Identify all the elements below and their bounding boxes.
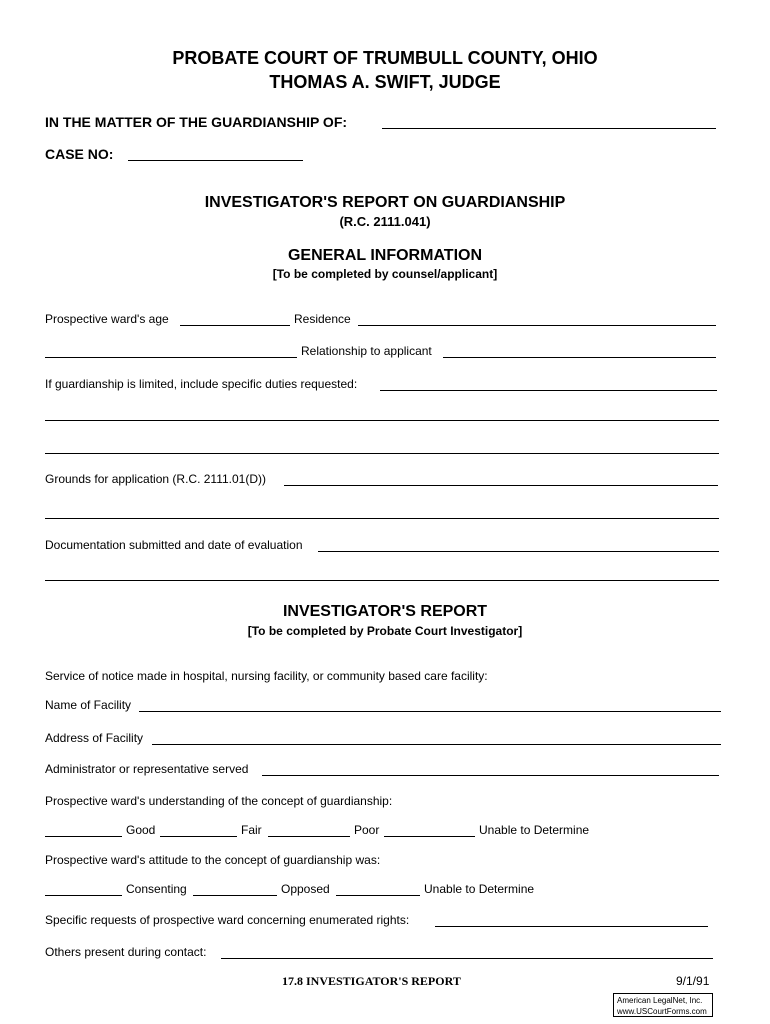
publisher-name: American LegalNet, Inc. — [617, 996, 703, 1005]
form-number-title: 17.8 INVESTIGATOR'S REPORT — [282, 974, 461, 988]
relationship-label: Relationship to applicant — [301, 344, 432, 358]
grounds-label: Grounds for application (R.C. 2111.01(D)) — [45, 472, 266, 486]
others-present-label: Others present during contact: — [45, 945, 207, 959]
others-present-field[interactable] — [221, 958, 713, 959]
limited-duties-line-3[interactable] — [45, 453, 719, 454]
understanding-poor-checkline[interactable] — [268, 836, 350, 837]
ward-age-label: Prospective ward's age — [45, 312, 169, 326]
attitude-unable-checkline[interactable] — [336, 895, 420, 896]
attitude-unable-label: Unable to Determine — [424, 882, 535, 896]
facility-name-label: Name of Facility — [45, 698, 132, 712]
investigator-report-heading: INVESTIGATOR'S REPORT — [282, 603, 488, 620]
general-information-note: [To be completed by counsel/applicant] — [272, 267, 498, 281]
attitude-consenting-checkline[interactable] — [45, 895, 122, 896]
documentation-field[interactable] — [318, 551, 719, 552]
understanding-good-label: Good — [126, 823, 156, 837]
limited-duties-field[interactable] — [380, 390, 717, 391]
case-no-label: CASE NO: — [45, 146, 114, 162]
court-title: PROBATE COURT OF TRUMBULL COUNTY, OHIO — [172, 48, 598, 68]
publisher-stamp — [613, 993, 713, 1017]
understanding-fair-label: Fair — [241, 823, 262, 837]
specific-requests-label: Specific requests of prospective ward concerning enumerated rights: — [45, 913, 410, 927]
form-date: 9/1/91 — [676, 974, 710, 988]
service-of-notice-label: Service of notice made in hospital, nursing facility, or community based care facility: — [45, 669, 488, 683]
investigator-report-note: [To be completed by Probate Court Investigator] — [247, 624, 523, 638]
attitude-opposed-checkline[interactable] — [193, 895, 277, 896]
understanding-good-checkline[interactable] — [45, 836, 122, 837]
applicant-name-field[interactable] — [45, 357, 297, 358]
documentation-line-2[interactable] — [45, 580, 719, 581]
attitude-consenting-label: Consenting — [126, 882, 187, 896]
residence-field[interactable] — [358, 325, 716, 326]
guardianship-of-field[interactable] — [382, 128, 716, 129]
understanding-fair-checkline[interactable] — [160, 836, 237, 837]
understanding-label: Prospective ward's understanding of the concept of guardianship: — [45, 794, 393, 808]
limited-duties-label: If guardianship is limited, include specific duties requested: — [45, 377, 358, 391]
general-information-heading: GENERAL INFORMATION — [287, 247, 483, 264]
facility-address-field[interactable] — [152, 744, 721, 745]
documentation-label: Documentation submitted and date of evaluation — [45, 538, 303, 552]
judge-name: THOMAS A. SWIFT, JUDGE — [269, 72, 501, 92]
publisher-website: www.USCourtForms.com — [617, 1007, 707, 1016]
understanding-poor-label: Poor — [354, 823, 380, 837]
administrator-label: Administrator or representative served — [45, 762, 249, 776]
attitude-label: Prospective ward's attitude to the concept of guardianship was: — [45, 853, 381, 867]
limited-duties-line-2[interactable] — [45, 420, 719, 421]
grounds-field[interactable] — [284, 485, 718, 486]
case-no-field[interactable] — [128, 160, 303, 161]
report-citation: (R.C. 2111.041) — [339, 214, 431, 229]
ward-age-field[interactable] — [180, 325, 290, 326]
grounds-line-2[interactable] — [45, 518, 719, 519]
guardianship-of-label: IN THE MATTER OF THE GUARDIANSHIP OF: — [45, 114, 348, 130]
facility-address-label: Address of Facility — [45, 731, 144, 745]
understanding-unable-checkline[interactable] — [384, 836, 475, 837]
relationship-field[interactable] — [443, 357, 716, 358]
administrator-field[interactable] — [262, 775, 719, 776]
facility-name-field[interactable] — [139, 711, 721, 712]
report-title: INVESTIGATOR'S REPORT ON GUARDIANSHIP — [204, 194, 566, 211]
residence-label: Residence — [294, 312, 351, 326]
specific-requests-field[interactable] — [435, 926, 708, 927]
understanding-unable-label: Unable to Determine — [479, 823, 590, 837]
attitude-opposed-label: Opposed — [281, 882, 330, 896]
